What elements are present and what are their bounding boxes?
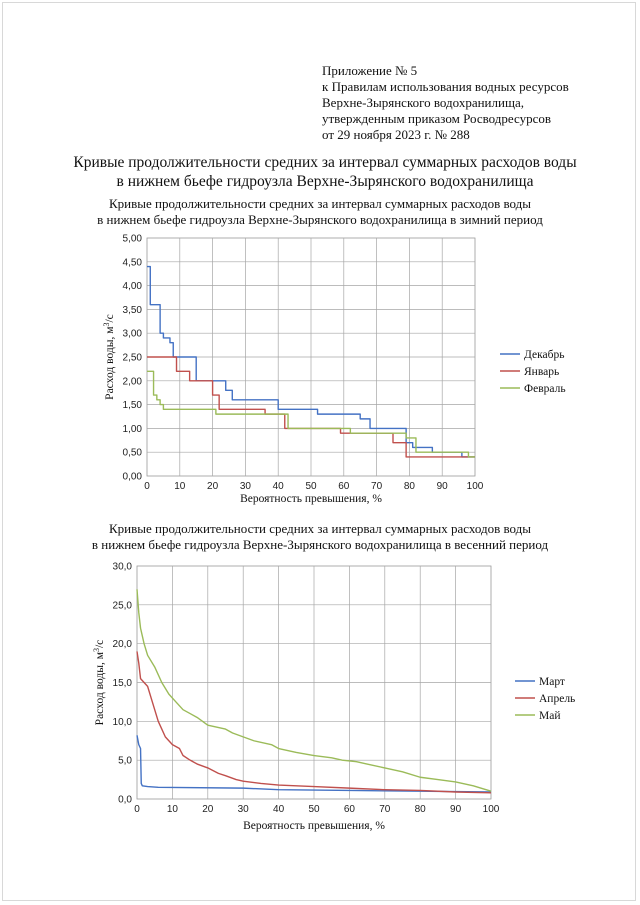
winter-x-axis-label: Вероятность превышения, % bbox=[240, 493, 382, 505]
spring-x-tick-label: 0 bbox=[134, 804, 140, 815]
winter-y-tick-label: 1,00 bbox=[122, 423, 142, 435]
winter-y-axis-label: Расход воды, $м^3/с$ bbox=[102, 314, 116, 400]
spring-y-tick-label: 0,0 bbox=[118, 794, 132, 806]
winter-x-tick-label: 90 bbox=[436, 481, 448, 492]
spring-x-tick-label: 70 bbox=[379, 804, 391, 815]
spring-x-tick-label: 90 bbox=[450, 804, 462, 815]
winter-y-tick-label: 0,00 bbox=[122, 471, 142, 483]
spring-x-tick-label: 100 bbox=[482, 804, 500, 815]
spring-y-tick-label: 30,0 bbox=[112, 561, 132, 573]
winter-x-tick-label: 100 bbox=[466, 481, 484, 492]
winter-y-tick-label: 0,50 bbox=[122, 447, 142, 459]
winter-x-tick-label: 30 bbox=[239, 481, 251, 492]
winter-x-tick-label: 70 bbox=[371, 481, 383, 492]
spring-y-tick-label: 10,0 bbox=[112, 716, 132, 728]
appendix-line-4: утвержденным приказом Росводресурсов bbox=[322, 111, 551, 126]
spring-x-tick-label: 20 bbox=[202, 804, 214, 815]
winter-chart-title-line-1: Кривые продолжительности средних за интервал суммарных расходов воды bbox=[108, 196, 532, 211]
winter-y-tick-label: 3,50 bbox=[122, 304, 142, 316]
spring-x-tick-label: 10 bbox=[166, 804, 178, 815]
winter-y-tick-label: 3,00 bbox=[122, 328, 142, 340]
spring-y-axis-label: Расход воды, $м^3/с$ bbox=[92, 639, 106, 726]
spring-y-tick-label: 5,0 bbox=[118, 755, 132, 767]
spring-chart-title-line-2: в нижнем бьефе гидроузла Верхне-Зырянского водохранилища в весенний период bbox=[91, 537, 549, 552]
winter-chart-title-line-2: в нижнем бьефе гидроузла Верхне-Зырянского водохранилища в зимний период bbox=[97, 212, 543, 227]
spring-x-tick-label: 80 bbox=[414, 804, 426, 815]
spring-chart bbox=[92, 562, 575, 833]
spring-x-tick-label: 50 bbox=[308, 804, 320, 815]
winter-y-tick-label: 5,00 bbox=[122, 233, 142, 245]
winter-y-tick-label: 4,00 bbox=[122, 281, 142, 293]
spring-chart-title-line-1: Кривые продолжительности средних за интервал суммарных расходов воды bbox=[108, 521, 532, 536]
winter-x-tick-label: 60 bbox=[338, 481, 350, 492]
winter-x-tick-label: 50 bbox=[305, 481, 317, 492]
winter-y-tick-label: 1,50 bbox=[122, 400, 142, 412]
spring-legend-label-1: Март bbox=[539, 676, 565, 688]
spring-x-tick-label: 30 bbox=[237, 804, 249, 815]
spring-x-tick-label: 60 bbox=[343, 804, 355, 815]
appendix-line-3: Верхне-Зырянского водохранилища, bbox=[322, 95, 524, 110]
winter-y-tick-label: 2,00 bbox=[122, 376, 142, 388]
spring-x-tick-label: 40 bbox=[273, 804, 285, 815]
appendix-line-1: Приложение № 5 bbox=[322, 63, 418, 78]
spring-x-axis-label: Вероятность превышения, % bbox=[243, 820, 385, 832]
winter-x-tick-label: 0 bbox=[144, 481, 150, 492]
appendix-line-2: к Правилам использования водных ресурсов bbox=[322, 79, 569, 94]
winter-chart bbox=[102, 234, 566, 506]
spring-legend-label-3: Май bbox=[539, 710, 561, 722]
page-title-line-2: в нижнем бьефе гидроузла Верхне-Зырянского водохранилища bbox=[116, 173, 534, 190]
spring-legend-label-2: Апрель bbox=[539, 693, 576, 705]
spring-y-tick-label: 15,0 bbox=[112, 678, 132, 689]
spring-y-tick-label: 25,0 bbox=[112, 600, 132, 612]
winter-legend-label-2: Январь bbox=[524, 366, 560, 378]
winter-x-tick-label: 10 bbox=[174, 481, 186, 492]
spring-y-tick-label: 20,0 bbox=[112, 639, 132, 651]
page-title-line-1: Кривые продолжительности средних за интервал суммарных расходов воды bbox=[73, 154, 577, 171]
appendix-line-5: от 29 ноября 2023 г. № 288 bbox=[322, 127, 470, 142]
winter-x-tick-label: 80 bbox=[403, 481, 415, 492]
winter-x-tick-label: 40 bbox=[272, 481, 284, 492]
winter-x-tick-label: 20 bbox=[207, 481, 219, 492]
winter-legend-label-1: Декабрь bbox=[524, 349, 565, 361]
winter-y-tick-label: 2,50 bbox=[122, 352, 142, 364]
winter-legend-label-3: Февраль bbox=[524, 383, 566, 395]
winter-y-tick-label: 4,50 bbox=[122, 257, 142, 269]
